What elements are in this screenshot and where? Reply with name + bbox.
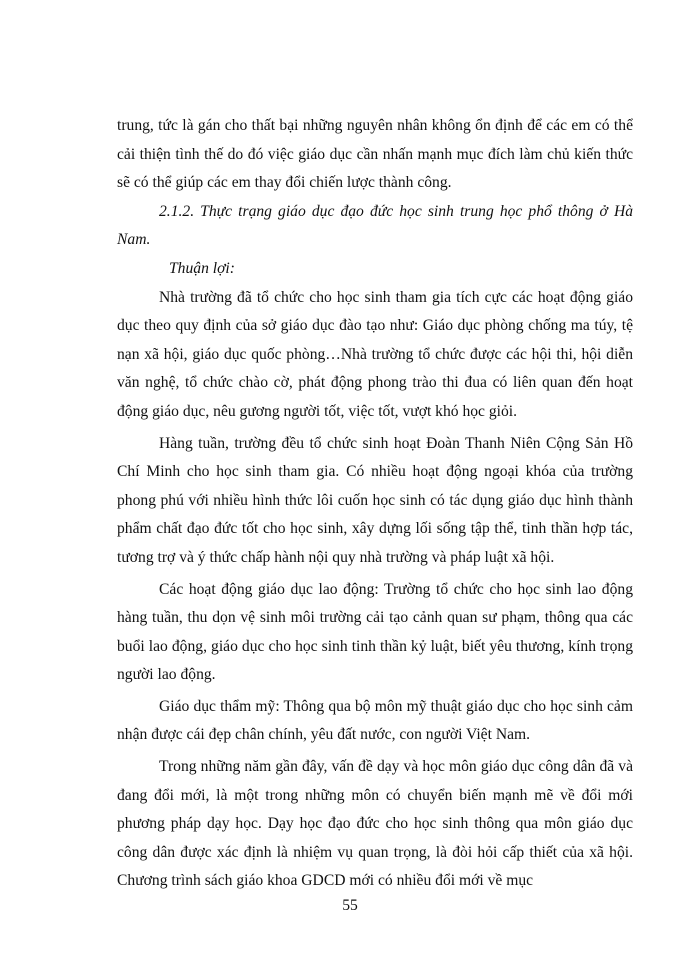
section-heading: 2.1.2. Thực trạng giáo dục đạo đức học sinh trung học phổ thông ở Hà Nam.: [117, 202, 633, 249]
paragraph-school-activities: Nhà trường đã tổ chức cho học sinh tham gia tích cực các hoạt động giáo dục theo quy định của sở giáo dục đào tạo như: Giáo dục phòng chống ma túy, tệ nạn xã hội, giáo dục quốc phòng…Nhà trường tổ chức được các hội thi, hội diễn văn nghệ, tổ chức chào cờ, phát động phong trào thi đua có liên quan đến hoạt động giáo dục, nêu gương người tốt, việc tốt, vượt khó học giỏi.: [117, 288, 633, 420]
document-page: [117, 112, 633, 896]
page-number: 55: [342, 897, 358, 914]
paragraph-civic-education: Trong những năm gần đây, vấn đề dạy và học môn giáo dục công dân đã và đang đổi mới, là một trong những môn có chuyển biến mạnh mẽ về đổi mới phương pháp dạy học. Dạy học đạo đức cho học sinh thông qua môn giáo dục công dân được xác định là nhiệm vụ quan trọng, là đòi hỏi cấp thiết của xã hội. Chương trình sách giáo khoa GDCD mới có nhiều đổi mới về mục: [117, 758, 633, 890]
paragraph-aesthetic-education: Giáo dục thẩm mỹ: Thông qua bộ môn mỹ thuật giáo dục cho học sinh cảm nhận được cái đẹp chân chính, yêu đất nước, con người Việt Nam.: [117, 697, 633, 744]
continuation-paragraph: trung, tức là gán cho thất bại những nguyên nhân không ổn định để các em có thể cải thiện tình thế do đó việc giáo dục cần nhấn mạnh mục đích làm chủ kiến thức sẽ có thể giúp các em thay đổi chiến lược thành công.: [117, 117, 633, 192]
paragraph-labor-education: Các hoạt động giáo dục lao động: Trường tổ chức cho học sinh lao động hàng tuần, thu dọn vệ sinh môi trường cải tạo cảnh quan sư phạm, thông qua các buổi lao động, giáo dục cho học sinh tinh thần kỷ luật, biết yêu thương, kính trọng người lao động.: [117, 580, 633, 684]
subheading-advantages: Thuận lợi:: [169, 259, 235, 277]
paragraph-youth-union: Hàng tuần, trường đều tổ chức sinh hoạt Đoàn Thanh Niên Cộng Sản Hồ Chí Minh cho học sinh tham gia. Có nhiều hoạt động ngoại khóa của trường phong phú với nhiều hình thức lôi cuốn học sinh có tác dụng giáo dục hình thành phẩm chất đạo đức tốt cho học sinh, xây dựng lối sống tập thể, tinh thần hợp tác, tương trợ và ý thức chấp hành nội quy nhà trường và pháp luật xã hội.: [117, 434, 633, 566]
